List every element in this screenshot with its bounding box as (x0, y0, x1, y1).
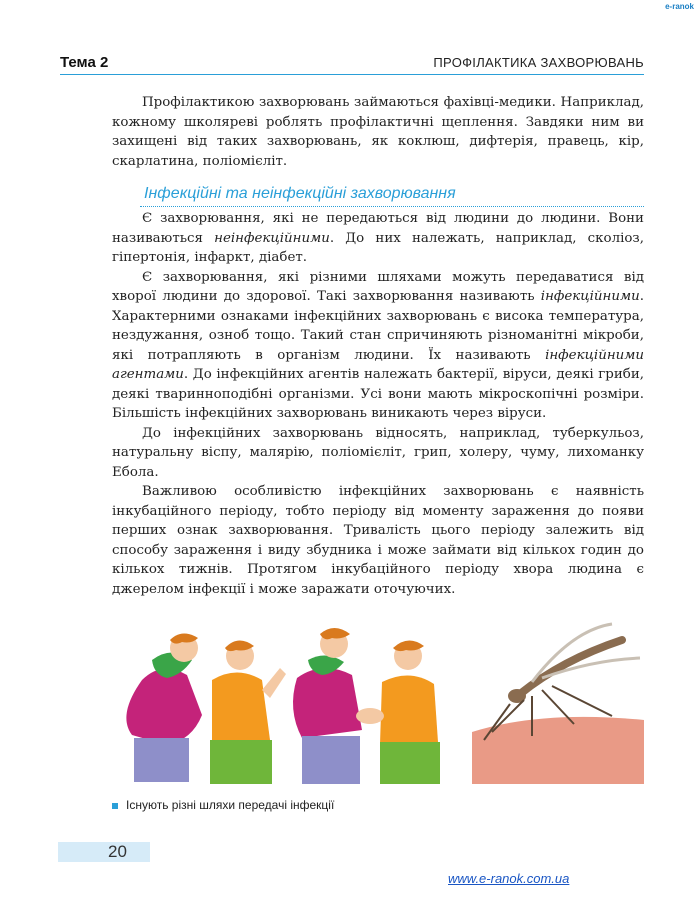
main-text (112, 209, 644, 599)
caption-bullet (112, 803, 118, 809)
running-header (60, 52, 644, 74)
handshake-boys-illustration (293, 628, 440, 784)
paragraph-noninfectious: Є захворювання, які не передаються від людини до людини. Вони називаються неінфекційними. До них належать, наприклад, сколіоз, гіпертонія, інфаркт, діабет. (112, 211, 644, 265)
section-title: ПРОФІЛАКТИКА ЗАХВОРЮВАНЬ (433, 55, 644, 70)
infection-illustration (112, 620, 644, 784)
paragraph-incubation: Важливою особливістю інфекційних захворювань є наявність інкубаційного періоду, тобто періоду від моменту зараження до появи перших ознак захворювання. Тривалість цього періоду залежить від способу зараження і виду збудника і може займати від кількох годин до кількох тижнів. Протягом інкубаційного періоду хвора людина є джерелом інфекції і може заражати оточуючих. (112, 484, 644, 597)
intro-text: Профілактикою захворювань займаються фахівці-медики. Наприклад, кожному школяреві роблять профілактичні щеплення. Завдяки ним ви захищені від таких захворювань, як коклюш, дифтерія, правець, кір, скарлатина, поліомієліт. (112, 95, 644, 169)
mosquito-illustration (472, 620, 644, 784)
term-noninfectious: неінфекційними (214, 230, 330, 246)
topic-label: Тема 2 (60, 54, 109, 71)
caption-text: Існують різні шляхи передачі інфекції (126, 798, 335, 812)
term-infectious-agents: інфекційними агентами (112, 347, 644, 382)
paragraph-examples: До інфекційних захворювань відносять, наприклад, туберкульоз, натуральну віспу, малярію, поліомієліт, грип, холеру, чуму, лихоманку Ебола. (112, 425, 644, 480)
website-link[interactable]: www.e-ranok.com.ua (448, 871, 570, 886)
page-number-box (58, 842, 150, 862)
subheading-rule (140, 206, 644, 207)
header-rule (60, 74, 644, 75)
intro-paragraph (112, 93, 644, 171)
sneezing-boy-illustration (126, 633, 202, 782)
publisher-logo: e-ranok (665, 2, 694, 11)
page-number: 20 (108, 842, 127, 861)
figure-caption (112, 798, 334, 812)
section-subheading: Інфекційні та неінфекційні захворювання (144, 185, 456, 202)
recoiling-boy-illustration (210, 640, 286, 784)
term-infectious: інфекційними (540, 289, 640, 304)
paragraph-infectious: Є захворювання, які різними шляхами можуть передаватися від хворої людини до здорової. Такі захворювання називають інфекційними. Характерними ознаками інфекційних захворювань є висока температура, нездужання, озноб тощо. Такий стан спричиняють різноманітні мікроби, які потрапляють в організм людини. Їх називають інфекційними агентами. До інфекційних агентів належать бактерії, віруси, деякі гриби, деякі тваринноподібні організми. Усі вони мають мікроскопічні розміри. Більшість інфекційних захворювань виникають через віруси. (112, 269, 644, 421)
